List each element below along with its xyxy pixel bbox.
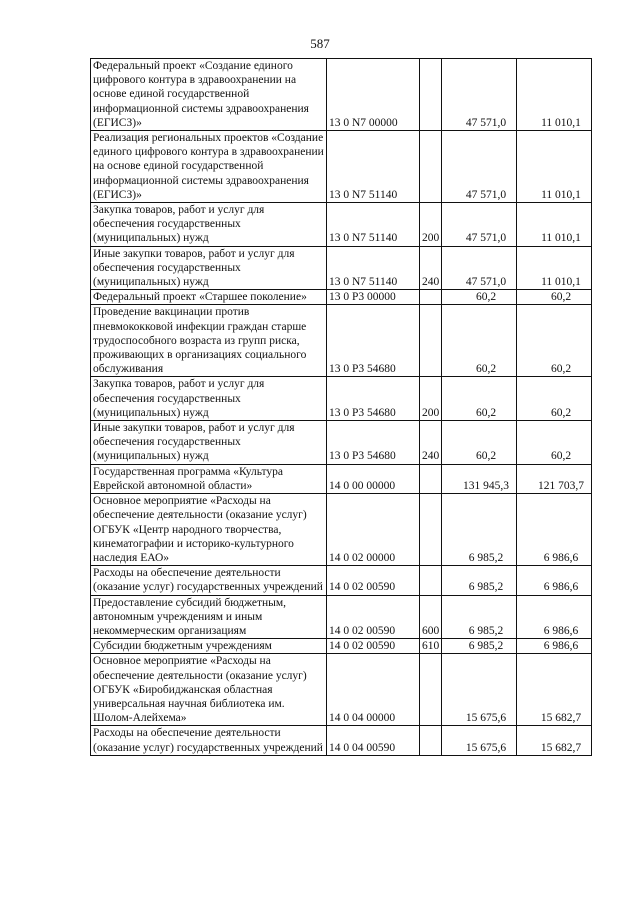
row-amount-year-1 bbox=[442, 595, 517, 639]
row-expense-type bbox=[420, 726, 442, 755]
row-amount-year-1-value: 6 985,2 bbox=[468, 624, 504, 637]
table-row bbox=[91, 639, 592, 654]
row-amount-year-1 bbox=[442, 494, 517, 566]
row-expense-type: 240 bbox=[420, 421, 442, 465]
row-expense-type bbox=[420, 290, 442, 305]
row-description: Основное мероприятие «Расходы на обеспечение деятельности (оказание услуг) ОГБУК «Биробиджанская областная универсальная научная библиотека им. Шолом-Алейхема» bbox=[91, 654, 327, 726]
page-number: 587 bbox=[310, 36, 330, 51]
row-target-code: 14 0 04 00590 bbox=[327, 726, 420, 755]
row-amount-year-1 bbox=[442, 726, 517, 755]
row-expense-type bbox=[420, 305, 442, 377]
row-amount-year-1 bbox=[442, 377, 517, 421]
row-description: Субсидии бюджетным учреждениям bbox=[91, 639, 327, 654]
row-amount-year-1-value: 47 571,0 bbox=[465, 116, 507, 129]
row-amount-year-2-value: 60,2 bbox=[550, 363, 572, 376]
row-target-code: 14 0 00 00000 bbox=[327, 464, 420, 493]
row-amount-year-2 bbox=[517, 377, 592, 421]
table-row bbox=[91, 305, 592, 377]
row-amount-year-1 bbox=[442, 131, 517, 203]
row-amount-year-2 bbox=[517, 566, 592, 595]
row-amount-year-2 bbox=[517, 203, 592, 247]
row-amount-year-2-value: 60,2 bbox=[550, 291, 572, 304]
row-description: Предоставление субсидий бюджетным, автономным учреждениям и иным некоммерческим организациям bbox=[91, 595, 327, 639]
row-amount-year-2-value: 60,2 bbox=[550, 450, 572, 463]
row-amount-year-2 bbox=[517, 654, 592, 726]
row-description: Иные закупки товаров, работ и услуг для обеспечения государственных (муниципальных) нужд bbox=[91, 246, 327, 290]
row-expense-type bbox=[420, 494, 442, 566]
row-target-code: 13 0 P3 54680 bbox=[327, 377, 420, 421]
row-amount-year-2-value: 121 703,7 bbox=[538, 479, 584, 492]
row-amount-year-2-value: 15 682,7 bbox=[540, 741, 582, 754]
row-amount-year-2-value: 15 682,7 bbox=[540, 712, 582, 725]
row-amount-year-2-value: 6 986,6 bbox=[543, 551, 579, 564]
table-row bbox=[91, 131, 592, 203]
row-amount-year-2 bbox=[517, 305, 592, 377]
row-amount-year-2 bbox=[517, 131, 592, 203]
row-amount-year-2-value: 11 010,1 bbox=[541, 188, 581, 201]
row-expense-type bbox=[420, 131, 442, 203]
table-row bbox=[91, 654, 592, 726]
row-description: Федеральный проект «Создание единого цифрового контура в здравоохранении на основе единой государственной информационной системы здравоохранения (ЕГИСЗ)» bbox=[91, 59, 327, 131]
row-amount-year-2 bbox=[517, 464, 592, 493]
row-expense-type bbox=[420, 566, 442, 595]
row-amount-year-1-value: 6 985,2 bbox=[468, 581, 504, 594]
row-amount-year-1-value: 131 945,3 bbox=[463, 479, 509, 492]
row-amount-year-1 bbox=[442, 59, 517, 131]
row-amount-year-1-value: 6 985,2 bbox=[468, 640, 504, 653]
table-row bbox=[91, 377, 592, 421]
table-row bbox=[91, 59, 592, 131]
row-amount-year-1 bbox=[442, 290, 517, 305]
row-amount-year-2 bbox=[517, 639, 592, 654]
row-amount-year-1-value: 60,2 bbox=[475, 450, 497, 463]
row-expense-type bbox=[420, 654, 442, 726]
row-amount-year-2-value: 6 986,6 bbox=[543, 624, 579, 637]
row-description: Закупка товаров, работ и услуг для обеспечения государственных (муниципальных) нужд bbox=[91, 203, 327, 247]
row-amount-year-1 bbox=[442, 639, 517, 654]
row-amount-year-2 bbox=[517, 421, 592, 465]
row-amount-year-2 bbox=[517, 595, 592, 639]
row-expense-type bbox=[420, 59, 442, 131]
row-amount-year-1 bbox=[442, 421, 517, 465]
row-amount-year-1-value: 15 675,6 bbox=[465, 712, 507, 725]
row-description: Основное мероприятие «Расходы на обеспечение деятельности (оказание услуг) ОГБУК «Центр народного творчества, кинематографии и историко-культурного наследия ЕАО» bbox=[91, 494, 327, 566]
table-row bbox=[91, 595, 592, 639]
table-row bbox=[91, 494, 592, 566]
row-target-code: 13 0 N7 51140 bbox=[327, 246, 420, 290]
row-amount-year-1-value: 60,2 bbox=[475, 363, 497, 376]
row-amount-year-1-value: 60,2 bbox=[475, 406, 497, 419]
row-amount-year-2-value: 60,2 bbox=[550, 406, 572, 419]
row-amount-year-1-value: 47 571,0 bbox=[465, 232, 507, 245]
row-target-code: 14 0 02 00590 bbox=[327, 639, 420, 654]
row-description: Государственная программа «Культура Еврейской автономной области» bbox=[91, 464, 327, 493]
row-expense-type: 240 bbox=[420, 246, 442, 290]
row-description: Проведение вакцинации против пневмококковой инфекции граждан старше трудоспособного возраста из групп риска, проживающих в организациях социального обслуживания bbox=[91, 305, 327, 377]
row-amount-year-2-value: 11 010,1 bbox=[541, 276, 581, 289]
row-expense-type: 600 bbox=[420, 595, 442, 639]
row-amount-year-1-value: 47 571,0 bbox=[465, 276, 507, 289]
row-description: Закупка товаров, работ и услуг для обеспечения государственных (муниципальных) нужд bbox=[91, 377, 327, 421]
table-row bbox=[91, 726, 592, 755]
row-amount-year-1 bbox=[442, 305, 517, 377]
row-amount-year-2-value: 11 010,1 bbox=[541, 232, 581, 245]
row-target-code: 13 0 N7 00000 bbox=[327, 59, 420, 131]
row-amount-year-2 bbox=[517, 494, 592, 566]
row-expense-type: 200 bbox=[420, 377, 442, 421]
row-description: Расходы на обеспечение деятельности (оказание услуг) государственных учреждений bbox=[91, 726, 327, 755]
row-amount-year-1-value: 47 571,0 bbox=[465, 188, 507, 201]
budget-table-body bbox=[91, 59, 592, 756]
row-amount-year-1 bbox=[442, 566, 517, 595]
row-amount-year-1-value: 60,2 bbox=[475, 291, 497, 304]
row-amount-year-2-value: 6 986,6 bbox=[543, 640, 579, 653]
table-row bbox=[91, 246, 592, 290]
row-description: Федеральный проект «Старшее поколение» bbox=[91, 290, 327, 305]
row-amount-year-1-value: 6 985,2 bbox=[468, 551, 504, 564]
row-target-code: 14 0 02 00000 bbox=[327, 494, 420, 566]
row-target-code: 13 0 N7 51140 bbox=[327, 131, 420, 203]
row-description: Иные закупки товаров, работ и услуг для обеспечения государственных (муниципальных) нужд bbox=[91, 421, 327, 465]
row-target-code: 13 0 N7 51140 bbox=[327, 203, 420, 247]
row-amount-year-2 bbox=[517, 246, 592, 290]
row-amount-year-2-value: 11 010,1 bbox=[541, 116, 581, 129]
row-amount-year-2-value: 6 986,6 bbox=[543, 581, 579, 594]
row-target-code: 13 0 P3 54680 bbox=[327, 421, 420, 465]
table-row bbox=[91, 464, 592, 493]
row-target-code: 14 0 02 00590 bbox=[327, 566, 420, 595]
row-amount-year-2 bbox=[517, 726, 592, 755]
row-amount-year-2 bbox=[517, 290, 592, 305]
row-target-code: 13 0 P3 54680 bbox=[327, 305, 420, 377]
row-expense-type bbox=[420, 464, 442, 493]
row-target-code: 13 0 P3 00000 bbox=[327, 290, 420, 305]
row-expense-type: 610 bbox=[420, 639, 442, 654]
row-amount-year-1 bbox=[442, 464, 517, 493]
budget-table bbox=[90, 58, 592, 756]
table-row bbox=[91, 566, 592, 595]
row-expense-type: 200 bbox=[420, 203, 442, 247]
row-amount-year-1-value: 15 675,6 bbox=[465, 741, 507, 754]
table-row bbox=[91, 203, 592, 247]
row-amount-year-2 bbox=[517, 59, 592, 131]
row-target-code: 14 0 04 00000 bbox=[327, 654, 420, 726]
row-amount-year-1 bbox=[442, 203, 517, 247]
table-row bbox=[91, 290, 592, 305]
row-description: Реализация региональных проектов «Создание единого цифрового контура в здравоохранении на основе единой государственной информационной системы здравоохранения (ЕГИСЗ)» bbox=[91, 131, 327, 203]
row-description: Расходы на обеспечение деятельности (оказание услуг) государственных учреждений bbox=[91, 566, 327, 595]
row-amount-year-1 bbox=[442, 246, 517, 290]
row-target-code: 14 0 02 00590 bbox=[327, 595, 420, 639]
table-row bbox=[91, 421, 592, 465]
row-amount-year-1 bbox=[442, 654, 517, 726]
